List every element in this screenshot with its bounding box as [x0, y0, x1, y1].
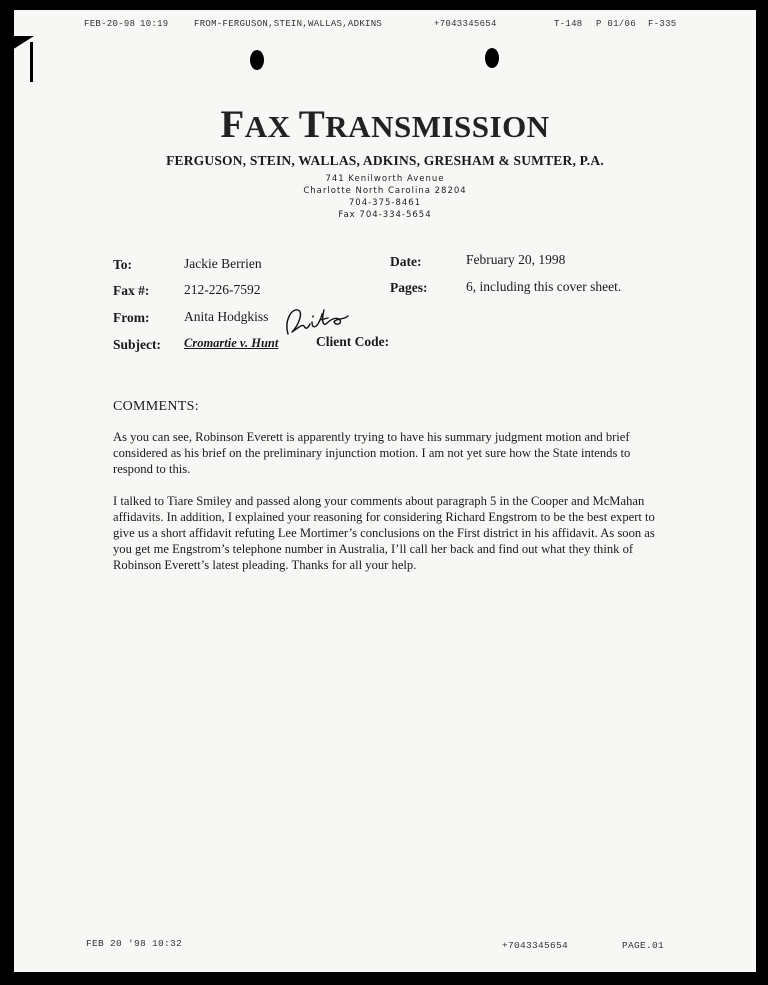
- punch-hole-left: [250, 50, 264, 70]
- subject-label: Subject:: [113, 337, 161, 352]
- from-label: From:: [113, 310, 150, 325]
- from-value: Anita Hodgkiss: [184, 309, 269, 324]
- fax-footer-page: PAGE.01: [622, 940, 665, 951]
- client-code-label: Client Code:: [316, 334, 390, 349]
- pages-label: Pages:: [390, 280, 428, 295]
- firm-phone: 704-375-8461: [348, 198, 422, 208]
- fax-number-label: Fax #:: [113, 283, 150, 298]
- fax-header-date: FEB-20-98: [84, 19, 136, 29]
- fax-header-pages: P 01/06: [596, 19, 636, 29]
- fax-header-t-code: T-148: [554, 19, 583, 29]
- to-value: Jackie Berrien: [184, 256, 262, 271]
- fax-header-f-code: F-335: [648, 19, 677, 29]
- fax-header-time: 10:19: [140, 19, 169, 29]
- firm-address-street: 741 Kenilworth Avenue: [325, 174, 445, 184]
- fax-footer-datetime: FEB 20 '98 10:32: [86, 938, 183, 949]
- fax-footer-phone: +7043345654: [502, 940, 569, 951]
- comments-paragraph-2: I talked to Tiare Smiley and passed along your comments about paragraph 5 in the Cooper and McMahan affidavits. In addition, I explained your reasoning for considering Richard Engstrom to be the best expert to give us a short affidavit refuting Lee Mortimer’s conclusions on the First district in his affidavit. As soon as you get me Engstrom’s telephone number in Australia, I’ll call her back and find out what they think of Robinson Everett’s latest pleading. Thanks for all your help.: [113, 494, 655, 572]
- punch-hole-right: [485, 48, 499, 68]
- firm-name: FERGUSON, STEIN, WALLAS, ADKINS, GRESHAM & SUMTER, P.A.: [166, 153, 604, 168]
- pages-value: 6, including this cover sheet.: [466, 279, 622, 294]
- fax-header-from: FROM-FERGUSON,STEIN,WALLAS,ADKINS: [194, 19, 383, 29]
- date-label: Date:: [390, 254, 422, 269]
- subject-value: Cromartie v. Hunt: [184, 336, 279, 350]
- firm-fax: Fax 704-334-5654: [338, 210, 432, 220]
- fax-header-phone: +7043345654: [434, 19, 497, 29]
- comments-heading: COMMENTS:: [113, 399, 199, 414]
- firm-address-city: Charlotte North Carolina 28204: [303, 186, 467, 196]
- scan-edge-mark: [30, 42, 33, 82]
- date-value: February 20, 1998: [466, 252, 566, 267]
- fax-number-value: 212-226-7592: [184, 282, 261, 297]
- fax-page: [14, 10, 756, 972]
- comments-paragraph-1: As you can see, Robinson Everett is apparently trying to have his summary judgment motion and brief considered as his brief on the preliminary injunction motion. I am not yet sure how the State intends to respond to this.: [113, 430, 631, 476]
- to-label: To:: [113, 257, 133, 272]
- fax-transmission-title: FAX TRANSMISSION: [220, 103, 550, 146]
